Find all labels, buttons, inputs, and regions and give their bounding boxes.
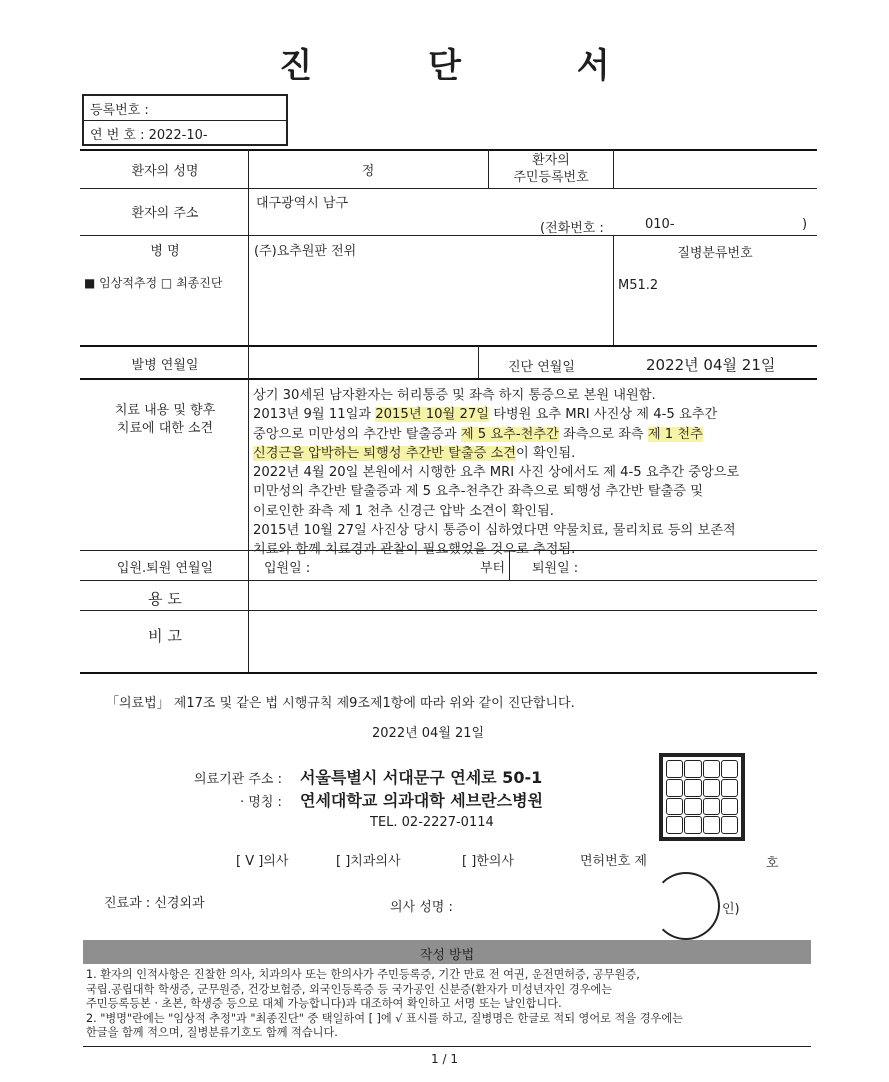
doctor-name-label: 의사 성명 : (390, 900, 453, 915)
institution-tel: TEL. 02-2227-0114 (370, 815, 494, 830)
treatment-opinion-text (253, 386, 813, 560)
treatment-line: 신경근을 압박하는 퇴행성 추간반 탈출증 소견이 확인됨. (253, 445, 576, 461)
hospital-seal (659, 753, 745, 841)
institution-name-label: · 명칭 : (240, 795, 282, 810)
department: 진료과 : 신경외과 (104, 896, 205, 911)
guide-bottom-line (83, 1046, 811, 1047)
row-divider (80, 610, 817, 611)
diagnosis-type-checkbox: ■ 임상적추정 □ 최종진단 (84, 276, 223, 290)
column-divider (613, 149, 614, 188)
doctor-type-checkbox: [ V ]의사 (236, 854, 289, 869)
resident-id-label: 환자의 주민등록번호 (513, 153, 589, 185)
document-title: 진 단 서 (279, 46, 662, 86)
disease-code-label: 질병분류번호 (677, 246, 753, 261)
institution-address-value: 서울특별시 서대문구 연세로 50-1 (300, 768, 543, 787)
admission-discharge-label: 입원.퇴원 연월일 (116, 561, 214, 576)
treatment-line: 상기 30세된 남자환자는 허리통증 및 좌측 하지 통증으로 본원 내원함. (253, 388, 656, 403)
treatment-line: 중앙으로 미만성의 추간반 탈출증과 제 5 요추-천추간 좌측으로 좌측 제 1 천추 (253, 426, 703, 442)
column-divider (613, 235, 614, 345)
row-divider (80, 378, 817, 380)
guide-line: 국립.공립대학 학생증, 군무원증, 건강보험증, 외국인등록증 등 국가공인 신분증(환자가 미성년자인 경우에는 (86, 982, 613, 996)
diagnosis-value: (주)요추원판 전위 (254, 244, 357, 259)
row-divider (80, 188, 817, 189)
guide-heading-bar (83, 940, 811, 964)
table-bottom-border (80, 672, 817, 674)
dentist-type-checkbox: [ ]치과의사 (336, 854, 401, 869)
patient-name-value: 정 (361, 164, 375, 179)
label-column-divider (248, 149, 249, 672)
patient-address-value: 대구광역시 남구 (256, 196, 349, 211)
row-divider (80, 580, 817, 581)
row-divider (80, 235, 817, 236)
usage-label: 용 도 (148, 590, 182, 608)
column-divider (488, 149, 489, 188)
oriental-doctor-type-checkbox: [ ]한의사 (462, 854, 514, 869)
diagnosis-date-label: 진단 연월일 (508, 360, 575, 375)
remarks-label: 비 고 (148, 627, 182, 645)
phone-value: 010- (645, 217, 675, 232)
row-divider (80, 345, 817, 347)
disease-code-value: M51.2 (618, 278, 659, 293)
diagnosis-label: 병 명 (150, 244, 180, 259)
patient-name-label: 환자의 성명 (131, 164, 199, 179)
seal-label: 인) (722, 902, 740, 917)
guide-line: 한글을 함께 적으며, 질병분류기호도 함께 적습니다. (86, 1026, 338, 1040)
license-suffix: 호 (766, 856, 779, 871)
phone-label: (전화번호 : (540, 221, 604, 236)
column-divider (478, 345, 479, 378)
license-number-label: 면허번호 제 (580, 854, 647, 869)
institution-name-value: 연세대학교 의과대학 세브란스병원 (300, 791, 543, 810)
treatment-line: 이로인한 좌측 제 1 천추 신경근 압박 소견이 확인됨. (253, 503, 554, 519)
diagnosis-date-value: 2022년 04월 21일 (646, 356, 776, 374)
guide-line: 1. 환자의 인적사항은 진찰한 의사, 치과의사 또는 한의사가 주민등록증, 기간 만료 전 여권, 운전면허증, 공무원증, (86, 968, 640, 981)
phone-close: ) (802, 217, 808, 232)
treatment-label: 치료 내용 및 향후 치료에 대한 소견 (114, 403, 216, 436)
admission-date-label: 입원일 : (264, 561, 311, 576)
issue-date: 2022년 04월 21일 (372, 726, 485, 741)
registration-number-label: 등록번호 : (90, 103, 149, 118)
treatment-line: 2013년 9월 11일과 2015년 10월 27일 타병원 요추 MRI 사진상 제 4-5 요추간 (253, 407, 718, 423)
treatment-line: 2022년 4월 20일 본원에서 시행한 요추 MRI 사진 상에서도 제 4-5 요추간 중앙으로 (253, 465, 740, 481)
guide-line: 2. "병명"란에는 "임상적 추정"과 "최종진단" 중 택일하여 [ ]에 √ 표시를 하고, 질병명은 한글로 적되 영어로 적을 경우에는 (86, 1011, 683, 1025)
institution-address-label: 의료기관 주소 : (194, 772, 282, 787)
patient-address-label: 환자의 주소 (131, 206, 199, 221)
treatment-line: 2015년 10월 27일 사진상 당시 통증이 심하였다면 약물치료, 물리치료 등의 보존적 (253, 523, 736, 539)
treatment-line: 미만성의 추간반 탈출증과 제 5 요추-천추간 좌측으로 퇴행성 추간반 탈출증 및 (253, 484, 703, 500)
guide-heading: 작성 방법 (419, 948, 475, 963)
serial-number: 연 번 호 : 2022-10- (90, 128, 208, 143)
page-number: 1 / 1 (431, 1052, 458, 1066)
discharge-date-label: 퇴원일 : (532, 561, 579, 576)
from-label: 부터 (480, 561, 506, 576)
onset-date-label: 발병 연월일 (131, 358, 199, 373)
table-top-border (80, 149, 817, 151)
signature-circle (652, 872, 720, 940)
registration-box (82, 94, 288, 146)
treatment-line: 치료와 함께 치료경과 관찰이 필요했었을 것으로 추정됨. (253, 542, 576, 558)
legal-statement: 「의료법」 제17조 및 같은 법 시행규칙 제9조제1항에 따라 위와 같이 진단합니다. (106, 696, 575, 711)
guide-line: 주민등록등본 · 초본, 학생증 등으로 대체 가능합니다)과 대조하여 확인하고 서명 또는 날인합니다. (86, 997, 562, 1011)
guide-notes (86, 968, 816, 1041)
